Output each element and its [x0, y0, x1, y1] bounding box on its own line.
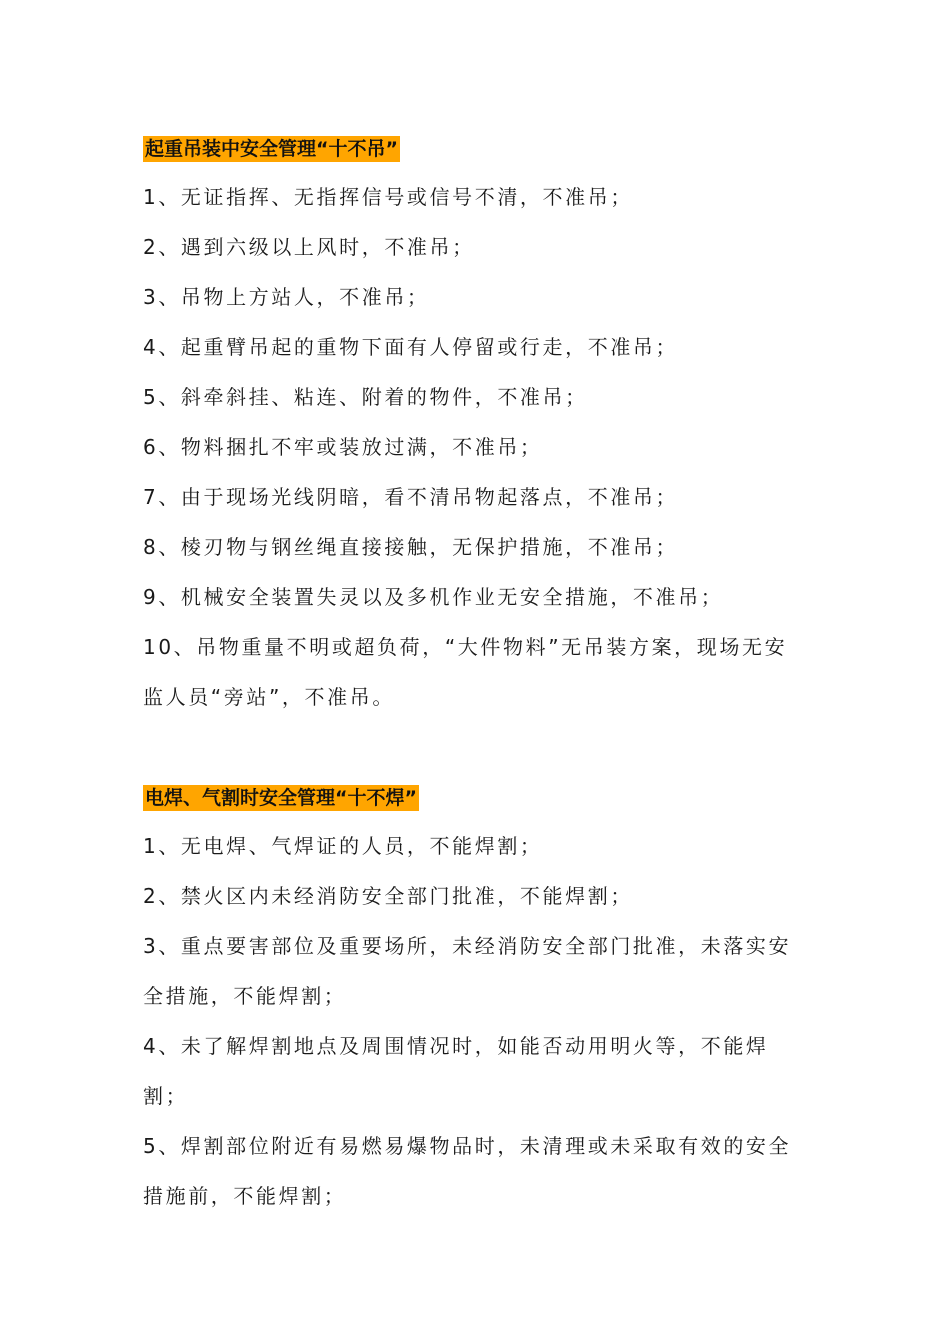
section-welding-rules	[143, 785, 808, 1221]
section-heading: 起重吊装中安全管理“十不吊”	[145, 138, 398, 160]
list-item: 6、物料捆扎不牢或装放过满，不准吊；	[143, 435, 543, 459]
list-item: 9、机械安全装置失灵以及多机作业无安全措施，不准吊；	[143, 585, 724, 609]
list-item: 10、吊物重量不明或超负荷，“大件物料”无吊装方案，现场无安监人员“旁站”，不准吊。	[143, 635, 788, 709]
list-item: 7、由于现场光线阴暗，看不清吊物起落点，不准吊；	[143, 485, 679, 509]
list-item: 4、起重臂吊起的重物下面有人停留或行走，不准吊；	[143, 335, 679, 359]
list-item: 5、焊割部位附近有易燃易爆物品时，未清理或未采取有效的安全措施前，不能焊割；	[143, 1134, 792, 1208]
list-item: 2、禁火区内未经消防安全部门批准，不能焊割；	[143, 884, 633, 908]
list-item: 2、遇到六级以上风时，不准吊；	[143, 235, 475, 259]
list-item: 3、重点要害部位及重要场所，未经消防安全部门批准，未落实安全措施，不能焊割；	[143, 934, 792, 1008]
list-item: 1、无电焊、气焊证的人员，不能焊割；	[143, 834, 543, 858]
section-heading: 电焊、气割时安全管理“十不焊”	[145, 787, 417, 809]
list-item: 1、无证指挥、无指挥信号或信号不清，不准吊；	[143, 185, 633, 209]
list-item: 4、未了解焊割地点及周围情况时，如能否动用明火等，不能焊割；	[143, 1034, 769, 1108]
list-item: 5、斜牵斜挂、粘连、附着的物件，不准吊；	[143, 385, 588, 409]
list-item: 8、棱刃物与钢丝绳直接接触，无保护措施，不准吊；	[143, 535, 679, 559]
section-lifting-rules	[143, 136, 808, 722]
list-item: 3、吊物上方站人，不准吊；	[143, 285, 430, 309]
